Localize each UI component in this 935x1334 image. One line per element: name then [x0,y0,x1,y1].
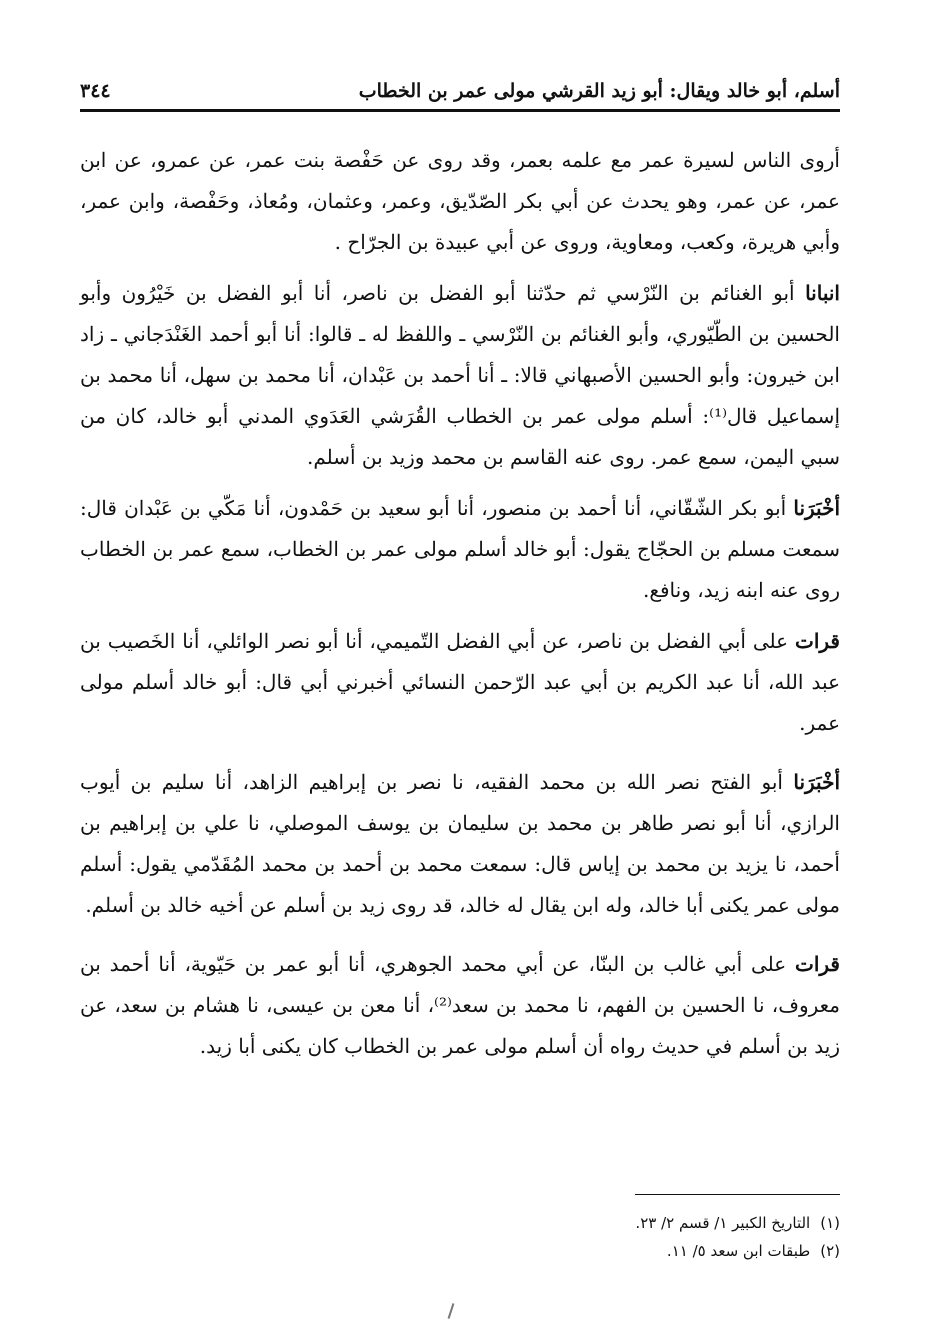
paragraph [80,944,840,1067]
footnote-text: التاريخ الكبير ١/ قسم ٢/ ٢٣. [635,1214,811,1232]
paragraph-text: أروى الناس لسيرة عمر مع علمه بعمر، وقد روى عن حَفْصة بنت عمر، عن عمرو، عن ابن عمر، عن عمر، وهو يحدث عن أبي بكر الصّدّيق، وعمر، وعثمان، ومُعاذ، وحَفْصة، وابن عمر، وأبي هريرة، وكعب، ومعاوية، وروى عن أبي عبيدة بن الجرّاح . [80,148,840,254]
paragraph-lead: انبانا [805,281,840,305]
running-title: أسلم، أبو خالد ويقال: أبو زيد القرشي مولى عمر بن الخطاب [358,80,840,102]
main-text [80,140,840,1067]
footnote-number: (١) [820,1214,840,1232]
paragraph-lead: قرات [795,952,840,976]
book-page [80,62,840,1312]
footnote-item [80,1209,840,1237]
paragraph [80,273,840,478]
paragraph-lead: أخْبَرَنا [793,770,840,794]
paragraph [80,621,840,744]
footnote-text: طبقات ابن سعد ٥/ ١١. [666,1242,811,1260]
paragraph-text: أبو بكر الشّقّاني، أنا أحمد بن منصور، أنا أبو سعيد بن حَمْدون، أنا مَكّي بن عَبْدان قال: سمعت مسلم بن الحجّاج يقول: أبو خالد أسلم مولى عمر بن الخطاب، سمع عمر بن الخطاب روى عنه ابنه زيد، ونافع. [80,496,840,602]
paragraph-text: أبو الفتح نصر الله بن محمد الفقيه، نا نصر بن إبراهيم الزاهد، أنا سليم بن أيوب الرازي، أنا أبو نصر طاهر بن محمد بن سليمان بن يوسف الموصلي، نا علي بن إبراهيم بن أحمد، نا يزيد بن محمد بن إياس قال: سمعت محمد بن أحمد بن محمد المُقَدّمي يقول: أسلم مولى عمر يكنى أبا خالد، وله ابن يقال له خالد، قد روى زيد بن أسلم عن أخيه خالد بن أسلم. [80,770,840,917]
footnote-rule [635,1194,840,1195]
page-number: ٣٤٤ [80,80,111,102]
header-rule [80,109,840,112]
paragraph-text: أبو الغنائم بن النّرْسي ثم حدّثنا أبو الفضل بن ناصر، أنا أبو الفضل بن خَيْرُون وأبو الحسين بن الطّيّوري، وأبو الغنائم بن النّرْسي ـ واللفظ له ـ قالوا: أنا أبو أحمد الغَنْدَجاني ـ زاد ابن خيرون: وأبو الحسين الأصبهاني قالا: ـ أنا أحمد بن عَبْدان، أنا محمد بن سهل، أنا محمد بن إسماعيل قال⁽¹⁾: أسلم مولى عمر بن الخطاب القُرَشي العَدَوي المدني أبو خالد، كان من سبي اليمن، سمع عمر. روى عنه القاسم بن محمد وزيد بن أسلم. [80,281,840,469]
paragraph-lead: أخْبَرَنا [793,496,840,520]
paragraph-text: على أبي غالب بن البنّا، عن أبي محمد الجوهري، أنا أبو عمر بن حَيّوية، أنا أحمد بن معروف، نا الحسين بن الفهم، نا محمد بن سعد⁽²⁾، أنا معن بن عيسى، نا هشام بن سعد، عن زيد بن أسلم في حديث رواه أن أسلم مولى عمر بن الخطاب كان يكنى أبا زيد. [80,952,841,1058]
paragraph [80,140,840,263]
footnote-number: (٢) [820,1242,840,1260]
footnote-item [80,1237,840,1265]
paragraph-text: على أبي الفضل بن ناصر، عن أبي الفضل التّميمي، أنا أبو نصر الوائلي، أنا الخَصيب بن عبد الله، أنا عبد الكريم بن أبي عبد الرّحمن النسائي أخبرني أبي قال: أبو خالد أسلم مولى عمر. [80,629,840,735]
page-header [80,62,840,106]
paragraph [80,488,840,611]
footnotes [80,1194,840,1265]
paragraph-lead: قرات [795,629,840,653]
paragraph [80,762,840,926]
